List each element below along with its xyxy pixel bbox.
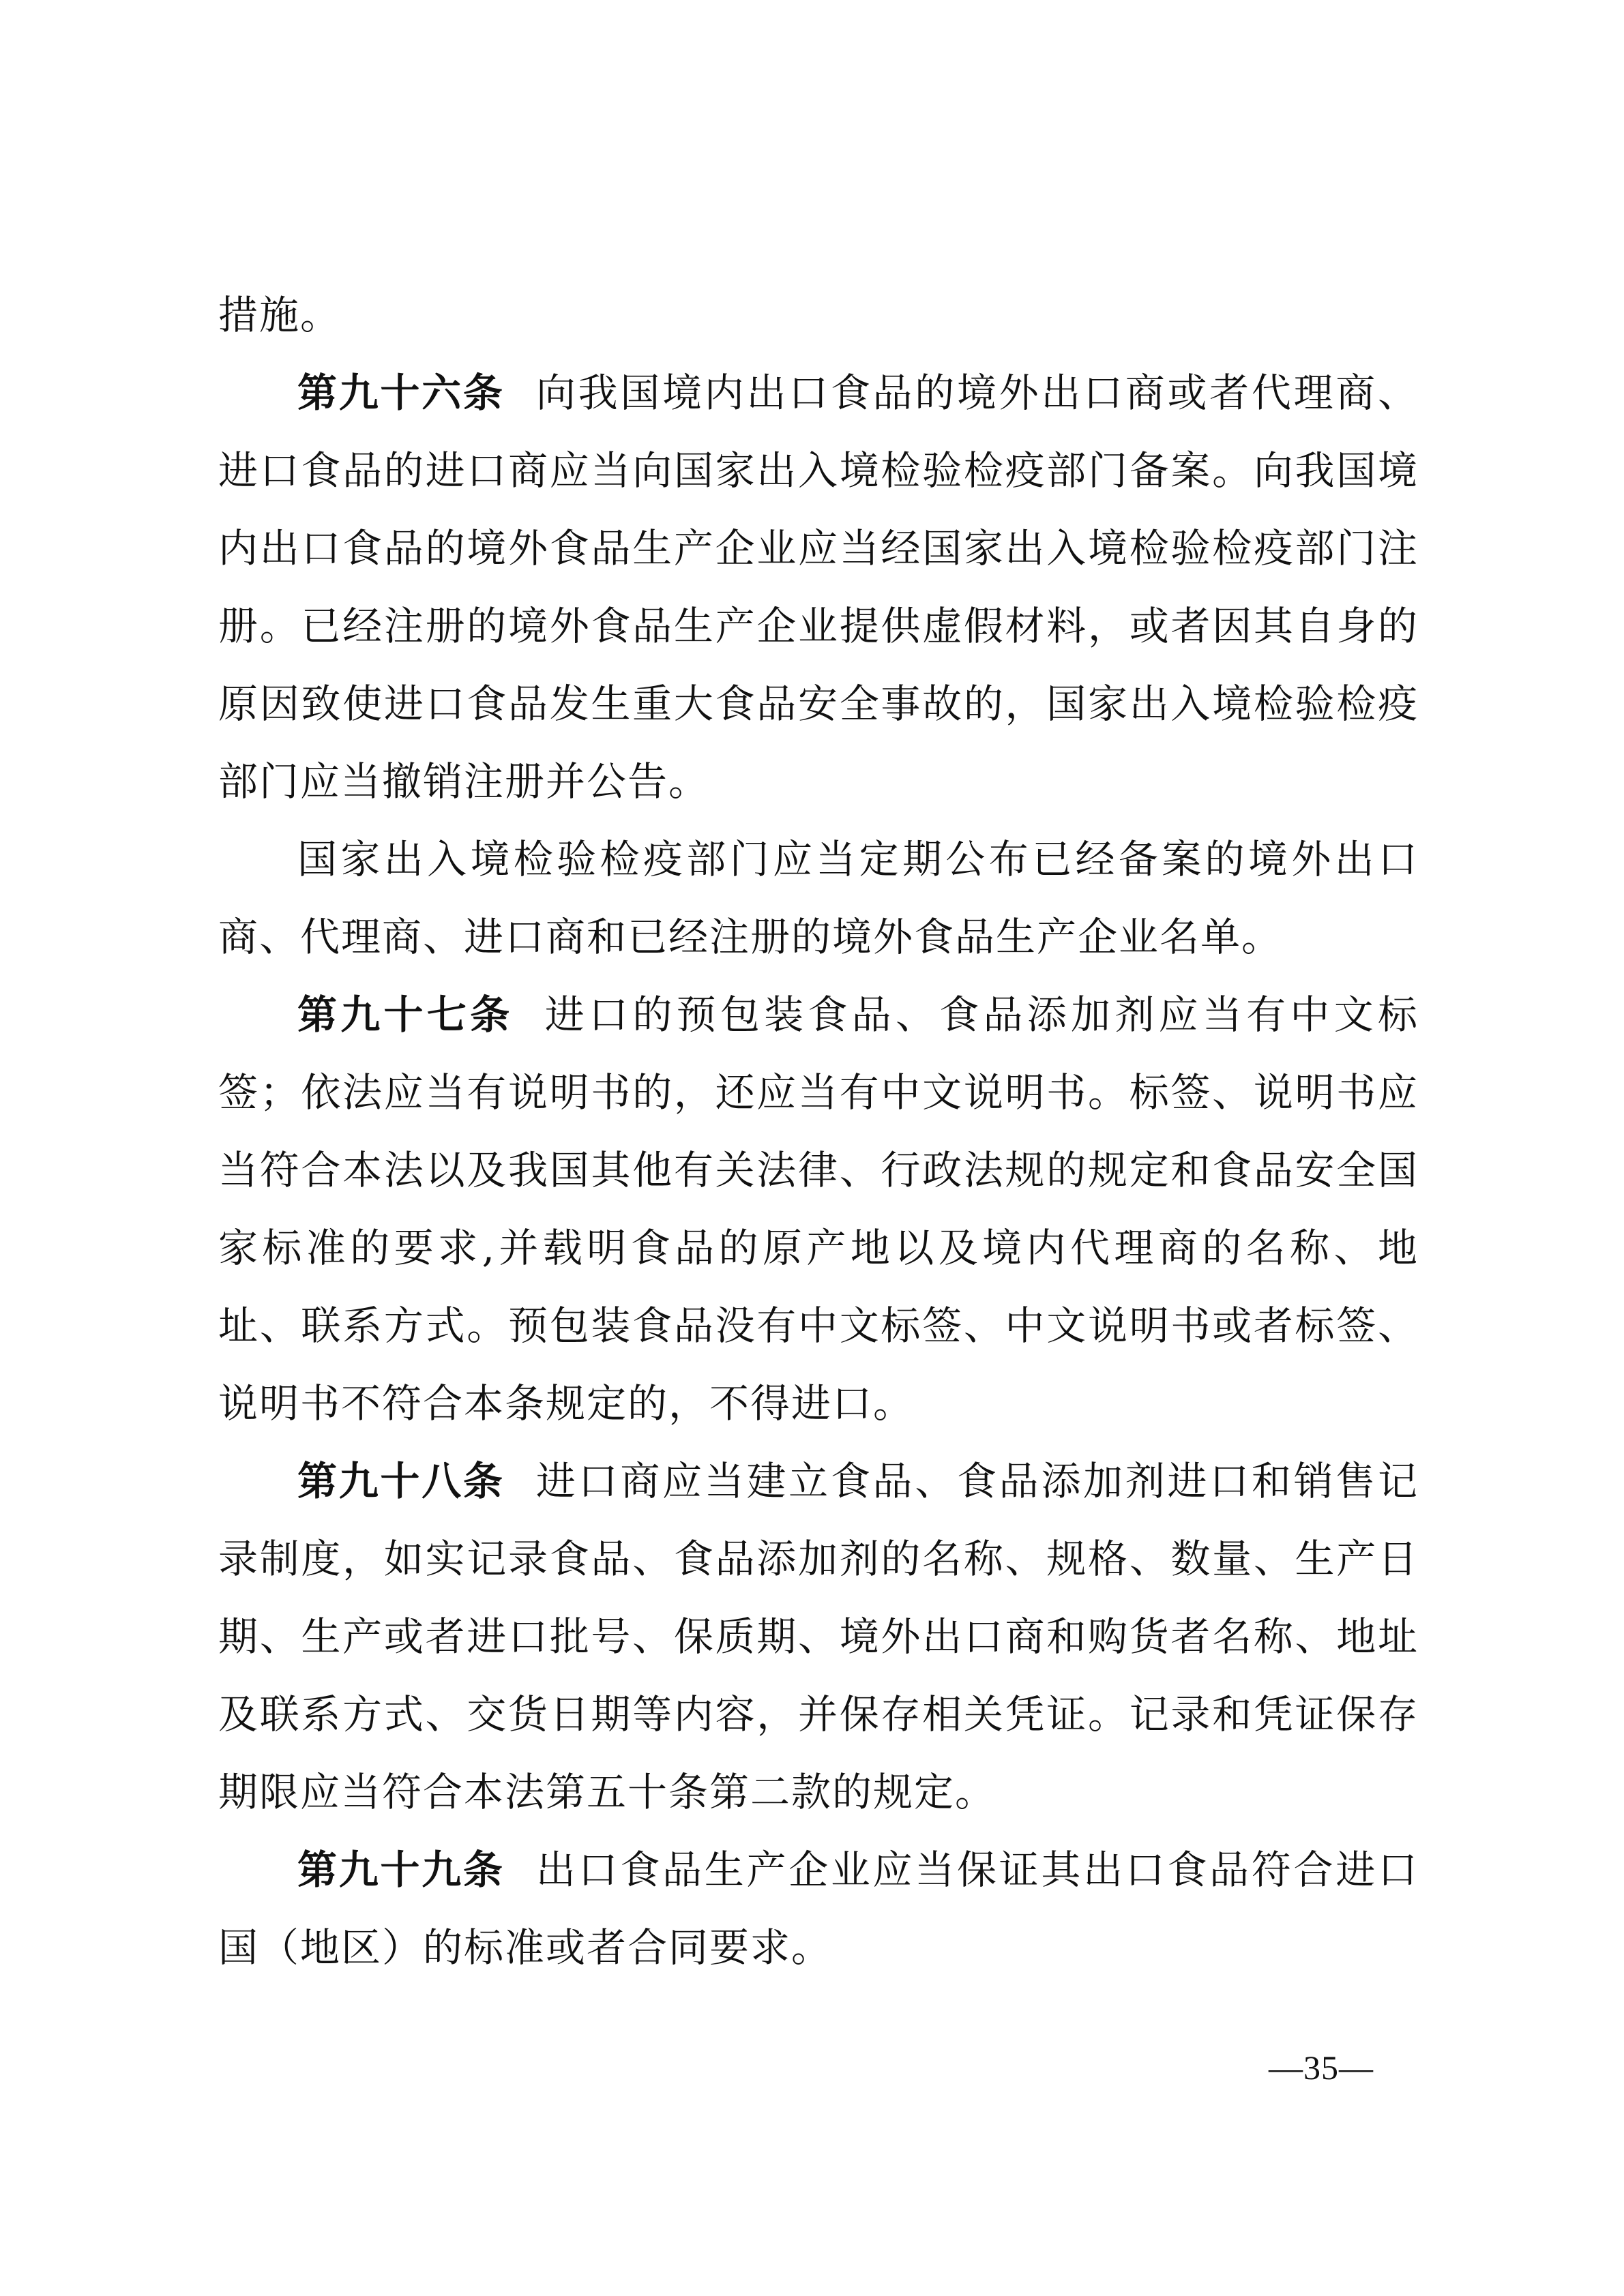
article-heading-97: 第九十七条: [297, 992, 514, 1038]
article-99-paragraph-1: [218, 1831, 1419, 1986]
article-97-paragraph-1: [218, 976, 1419, 1442]
article-96-paragraph-2: 国家出入境检验检疫部门应当定期公布已经备案的境外出口商、代理商、进口商和已经注册的境外食品生产企业名单。: [218, 836, 1419, 960]
article-heading-99: 第九十九条: [297, 1847, 505, 1893]
article-heading-96: 第九十六条: [297, 370, 505, 416]
page-number: —35—: [1269, 2048, 1374, 2087]
article-96-paragraph-1: [218, 354, 1419, 820]
article-heading-98: 第九十八条: [297, 1458, 505, 1504]
article-98-text-1: 进口商应当建立食品、食品添加剂进口和销售记录制度，如实记录食品、食品添加剂的名称、规格、数量、生产日期、生产或者进口批号、保质期、境外出口商和购货者名称、地址及联系方式、交货日期等内容，并保存相关凭证。记录和凭证保存期限应当符合本法第五十条第二款的规定。: [218, 1458, 1419, 1815]
article-96-text-1: 向我国境内出口食品的境外出口商或者代理商、进口食品的进口商应当向国家出入境检验检疫部门备案。向我国境内出口食品的境外食品生产企业应当经国家出入境检验检疫部门注册。已经注册的境外食品生产企业提供虚假材料，或者因其自身的原因致使进口食品发生重大食品安全事故的，国家出入境检验检疫部门应当撤销注册并公告。: [218, 370, 1419, 805]
page-body: [218, 276, 1419, 1986]
article-99-text-1: 出口食品生产企业应当保证其出口食品符合进口国（地区）的标准或者合同要求。: [218, 1847, 1419, 1971]
article-97-text-1: 进口的预包装食品、食品添加剂应当有中文标签；依法应当有说明书的，还应当有中文说明书。标签、说明书应当符合本法以及我国其他有关法律、行政法规的规定和食品安全国家标准的要求,并载明食品的原产地以及境内代理商的名称、地址、联系方式。预包装食品没有中文标签、中文说明书或者标签、说明书不符合本条规定的，不得进口。: [218, 992, 1419, 1427]
article-98-paragraph-1: [218, 1442, 1419, 1831]
continuation-text: 措施。: [218, 292, 342, 338]
